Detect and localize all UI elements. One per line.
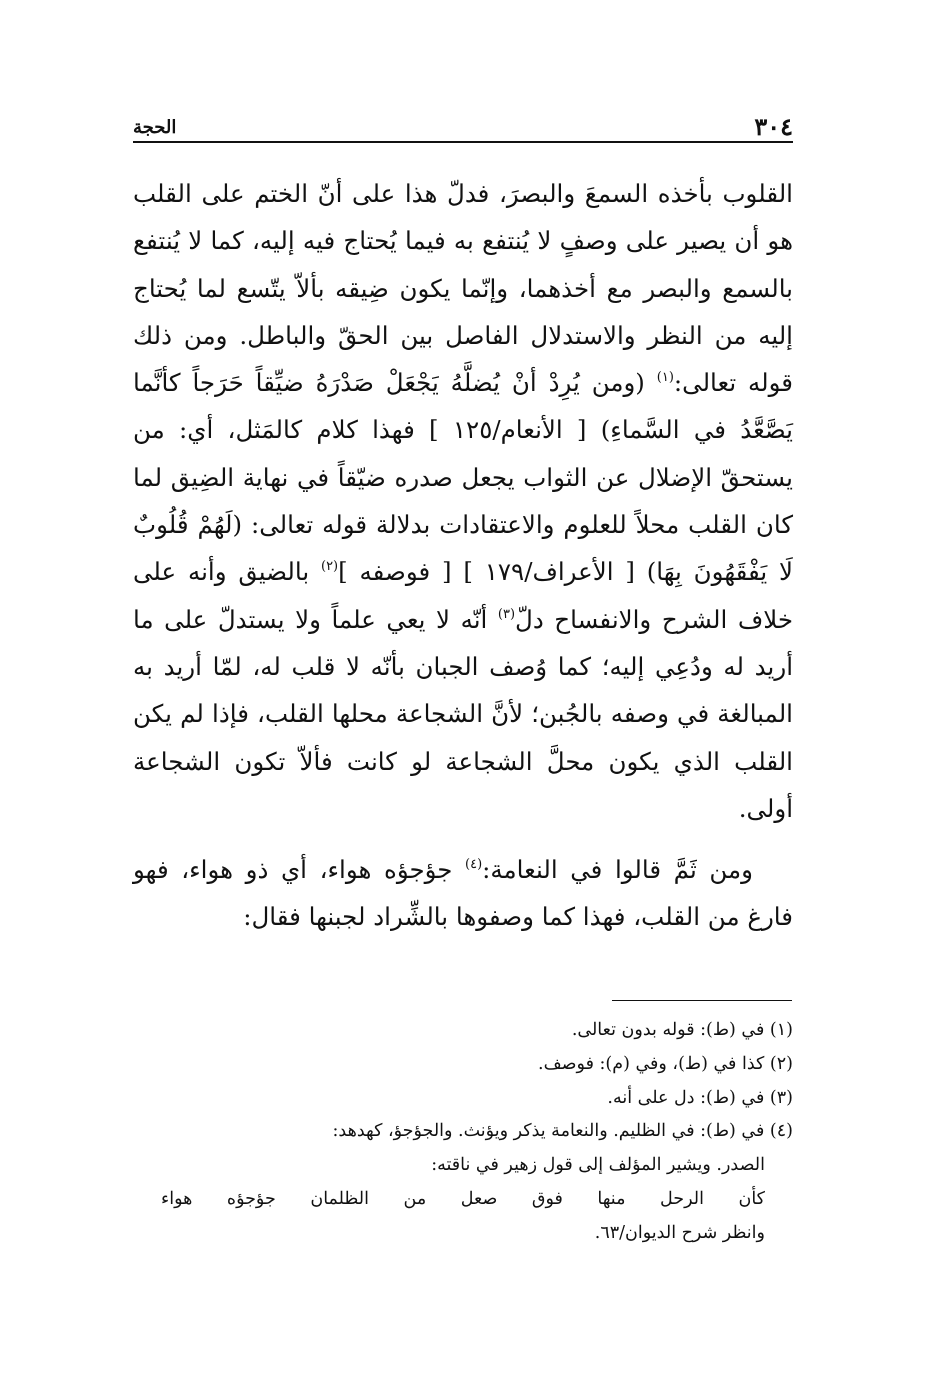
footnote-ref: (٤)	[465, 857, 483, 873]
main-text	[133, 170, 793, 941]
footnote-ref: (١)	[656, 370, 674, 386]
footnotes	[133, 1014, 793, 1251]
footnote-separator	[612, 1000, 792, 1001]
running-header	[133, 112, 793, 142]
footnote-text: (٤) في (ط): في الظليم. والنعامة يذكر ويؤنث. والجؤجؤ، كهدهد:	[332, 1121, 793, 1142]
poetry-verse: كأن الرحل منها فوق صعل من الظلمان جؤجؤه هواء	[161, 1188, 765, 1209]
footnote: (٢) كذا في (ط)، وفي (م): فوصف.	[538, 1053, 793, 1074]
footnote-reference: وانظر شرح الديوان/٦٣.	[594, 1222, 765, 1243]
footnote-ref: (٣)	[497, 606, 516, 622]
paragraph-text: ومن ثَمَّ قالوا في النعامة:	[482, 855, 753, 885]
paragraph	[133, 170, 793, 832]
footnote-continuation: الصدر. ويشير المؤلف إلى قول زهير في ناقته:	[431, 1155, 765, 1176]
footnote: (١) في (ط): قوله بدون تعالى.	[571, 1020, 793, 1040]
paragraph-text: جؤجؤه هواء، أي ذو هواء، فهو فارغ من القلب، فهذا كما وصفوها بالشِّراد لجبنها فقال:	[133, 855, 793, 932]
footnote-ref: (٢)	[320, 559, 339, 575]
footnote	[133, 1115, 793, 1250]
paragraph-text: القلوب بأخذه السمعَ والبصرَ، فدلّ هذا على أنّ الختم على القلب هو أن يصير على وصفٍ لا يُنتفع به فيما يُحتاج فيه إليه، كما لا يُنتفع بالسمع والبصر مع أخذهما، وإنّما يكون ضِيقه بألاّ يتّسع لما يُحتاج إليه من النظر والاستدلال الفاصل بين الحقّ والباطل. ومن ذلك قوله تعالى:	[133, 179, 794, 398]
page-number: ٣٠٤	[754, 112, 793, 141]
paragraph-text: (ومن يُرِدْ أنْ يُضلَّهُ يَجْعَلْ صَدْرَهُ ضيِّقاً حَرَجاً كأنَّما يَصَّعَّدُ في السَّماءِ) [ الأنعام/١٢٥ ] فهذا كلام كالمَثل، أي: من يستحقّ الإضلال عن الثواب يجعل صدره ضيّقاً في نهاية الضِيق لما كان القلب محلاً للعلوم والاعتقادات بدلالة قوله تعالى: (لَهُمْ قُلُوبٌ لَا يَفْقَهُونَ بِهَا) [ الأعراف/١٧٩ ] [ فوصفه ]	[133, 368, 793, 587]
header-rule	[133, 141, 793, 143]
paragraph-text: أنّه لا يعي علماً ولا يستدلّ على ما أريد له ودُعِي إليه؛ كما وُصف الجبان بأنّه لا قلب له، لمّا أريد به المبالغة في وصفه بالجُبن؛ لأنَّ الشجاعة محلها القلب، فإذا لم يكن القلب الذي يكون محلَّ الشجاعة لو كانت فألاّ تكون الشجاعة أولى.	[133, 604, 793, 823]
paragraph	[133, 846, 793, 941]
footnote: (٣) في (ط): دل على أنه.	[607, 1087, 793, 1108]
book-title: الحجة	[133, 117, 177, 138]
paragraph-text: بالضيق وأنه على خلاف الشرح والانفساح دلّ	[133, 557, 793, 634]
